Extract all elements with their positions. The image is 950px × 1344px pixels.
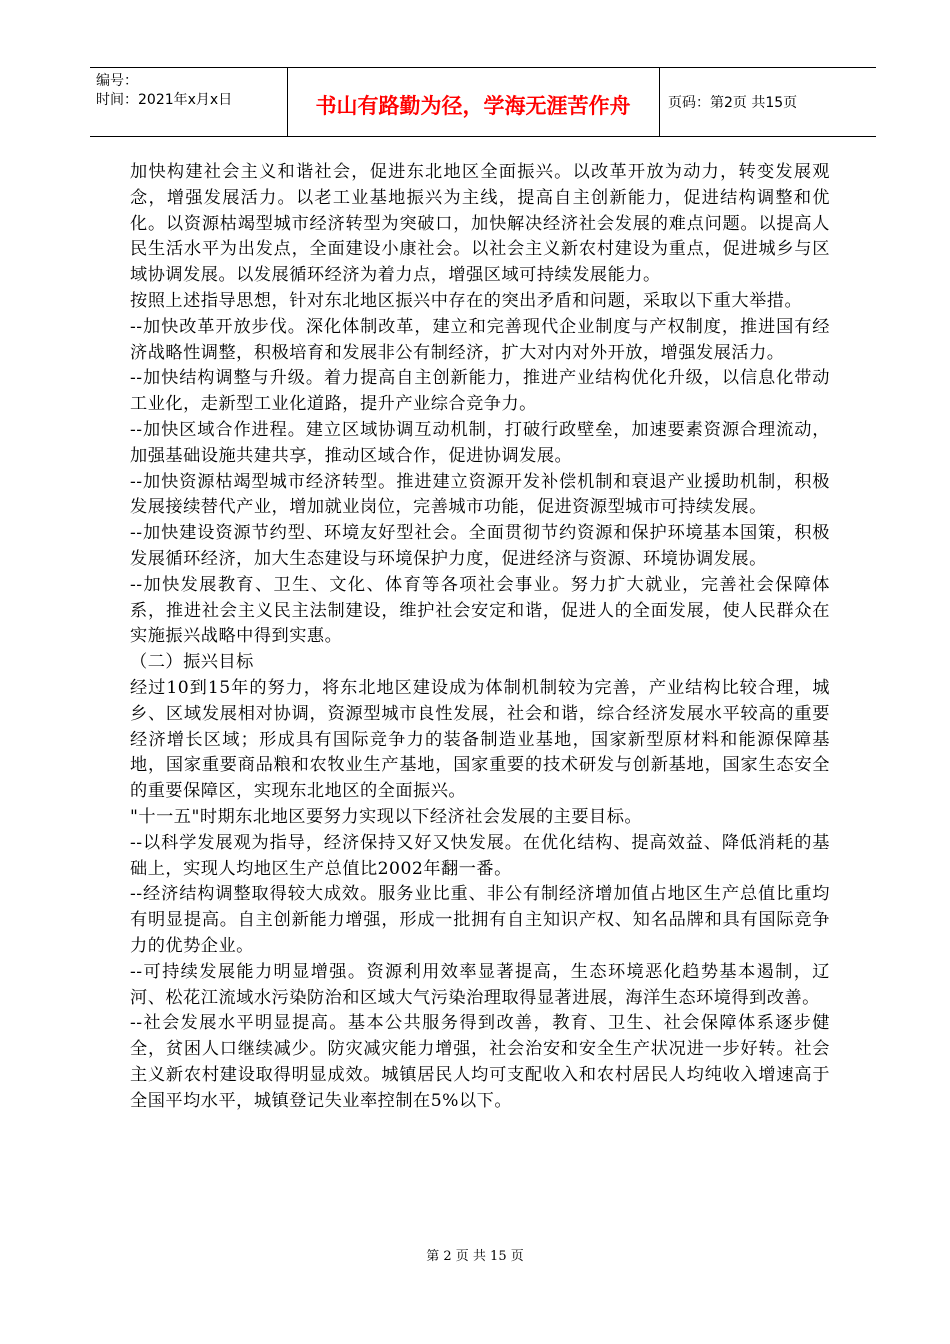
body-paragraph: 加快构建社会主义和谐社会，促进东北地区全面振兴。以改革开放为动力，转变发展观念，增强发展活力。以老工业基地振兴为主线，提高自主创新能力，促进结构调整和优化。以资源枯竭型城市经济转型为突破口，加快解决经济社会发展的难点问题。以提高人民生活水平为出发点，全面建设小康社会。以社会主义新农村建设为重点，促进城乡与区域协调发展。以发展循环经济为着力点，增强区域可持续发展能力。 <box>130 162 830 286</box>
body-paragraph: --加快结构调整与升级。着力提高自主创新能力，推进产业结构优化升级，以信息化带动工业化，走新型工业化道路，提升产业综合竞争力。 <box>130 368 830 415</box>
header-meta <box>96 72 284 110</box>
body-paragraph: 按照上述指导思想，针对东北地区振兴中存在的突出矛盾和问题，采取以下重大举措。 <box>130 290 803 311</box>
document-body <box>130 160 830 1114</box>
body-paragraph: --以科学发展观为指导，经济保持又好又快发展。在优化结构、提高效益、降低消耗的基础上，实现人均地区生产总值比2002年翻一番。 <box>130 832 830 879</box>
header-divider <box>659 68 660 136</box>
document-header <box>90 67 876 137</box>
body-paragraph: --加快改革开放步伐。深化体制改革，建立和完善现代企业制度与产权制度，推进国有经济战略性调整，积极培育和发展非公有制经济，扩大对内对外开放，增强发展活力。 <box>130 316 830 363</box>
body-paragraph: "十一五"时期东北地区要努力实现以下经济社会发展的主要目标。 <box>130 806 643 827</box>
body-paragraph: --社会发展水平明显提高。基本公共服务得到改善，教育、卫生、社会保障体系逐步健全，贫困人口继续减少。防灾减灾能力增强，社会治安和安全生产状况进一步好转。社会主义新农村建设取得明显成效。城镇居民人均可支配收入和农村居民人均纯收入增速高于全国平均水平，城镇登记失业率控制在5%以下。 <box>130 1013 830 1111</box>
header-number-label: 编号： <box>96 73 138 89</box>
body-paragraph: 经过10到15年的努力，将东北地区建设成为体制机制较为完善，产业结构比较合理，城乡、区域发展相对协调，资源型城市良性发展，社会和谐，综合经济发展水平较高的重要经济增长区域；形成具有国际竞争力的装备制造业基地，国家新型原材料和能源保障基地，国家重要商品粮和农牧业生产基地，国家重要的技术研发与创新基地，国家生态安全的重要保障区，实现东北地区的全面振兴。 <box>130 677 830 802</box>
body-paragraph: --可持续发展能力明显增强。资源利用效率显著提高，生态环境恶化趋势基本遏制，辽河、松花江流域水污染防治和区域大气污染治理取得显著进展，海洋生态环境得到改善。 <box>130 961 830 1008</box>
body-paragraph: --加快发展教育、卫生、文化、体育等各项社会事业。努力扩大就业，完善社会保障体系，推进社会主义民主法制建设，维护社会安定和谐，促进人的全面发展，使人民群众在实施振兴战略中得到实惠。 <box>130 574 830 647</box>
header-motto: 书山有路勤为径，学海无涯苦作舟 <box>315 94 631 118</box>
section-heading: （二）振兴目标 <box>130 652 254 673</box>
body-paragraph: --经济结构调整取得较大成效。服务业比重、非公有制经济增加值占地区生产总值比重均有明显提高。自主创新能力增强，形成一批拥有自主知识产权、知名品牌和具有国际竞争力的优势企业。 <box>130 884 830 956</box>
page-footer: 第 2 页 共 15 页 <box>426 1249 524 1264</box>
body-paragraph: --加快区域合作进程。建立区域协调互动机制，打破行政壁垒，加速要素资源合理流动，加强基础设施共建共享，推动区域合作，促进协调发展。 <box>130 419 830 466</box>
header-page-label: 页码：第2页 共15页 <box>668 95 798 111</box>
header-time-label: 时间：2021年x月x日 <box>96 92 233 108</box>
body-paragraph: --加快资源枯竭型城市经济转型。推进建立资源开发补偿机制和衰退产业援助机制，积极发展接续替代产业，增加就业岗位，完善城市功能，促进资源型城市可持续发展。 <box>130 471 830 518</box>
body-paragraph: --加快建设资源节约型、环境友好型社会。全面贯彻节约资源和保护环境基本国策，积极发展循环经济，加大生态建设与环境保护力度，促进经济与资源、环境协调发展。 <box>130 523 830 569</box>
